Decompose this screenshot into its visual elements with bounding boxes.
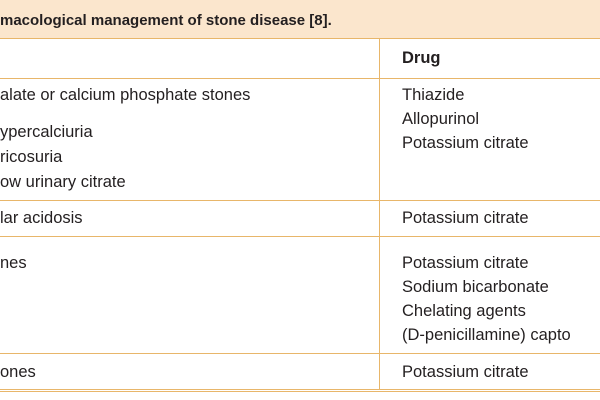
- row3-condition-line: nes: [0, 254, 27, 272]
- table-caption-bar: [0, 0, 600, 39]
- row3-drug-line: Sodium bicarbonate: [402, 278, 549, 296]
- row-divider: [0, 353, 600, 354]
- row-divider: [0, 236, 600, 237]
- row2-drug-line: Potassium citrate: [402, 209, 529, 227]
- column-divider: [379, 38, 380, 390]
- row1-drug-line: Thiazide: [402, 86, 465, 104]
- row1-drug-line: Potassium citrate: [402, 134, 529, 152]
- row1-condition-line: ypercalciuria: [0, 123, 93, 141]
- row1-condition-line: ricosuria: [0, 148, 63, 166]
- row4-drug-line: Potassium citrate: [402, 363, 529, 381]
- row-divider: [0, 389, 600, 390]
- row4-condition-line: ones: [0, 363, 36, 381]
- row-divider: [0, 200, 600, 201]
- row2-condition-line: lar acidosis: [0, 209, 83, 227]
- row-divider: [0, 78, 600, 79]
- row3-drug-line: (D-penicillamine) capto: [402, 326, 571, 344]
- row1-condition-line: alate or calcium phosphate stones: [0, 86, 251, 104]
- row1-condition-line: ow urinary citrate: [0, 173, 126, 191]
- row3-drug-line: Potassium citrate: [402, 254, 529, 272]
- row1-drug-line: Allopurinol: [402, 110, 480, 128]
- table-caption: macological management of stone disease [8].: [0, 12, 332, 29]
- row3-drug-line: Chelating agents: [402, 302, 526, 320]
- header-drug: Drug: [402, 49, 441, 67]
